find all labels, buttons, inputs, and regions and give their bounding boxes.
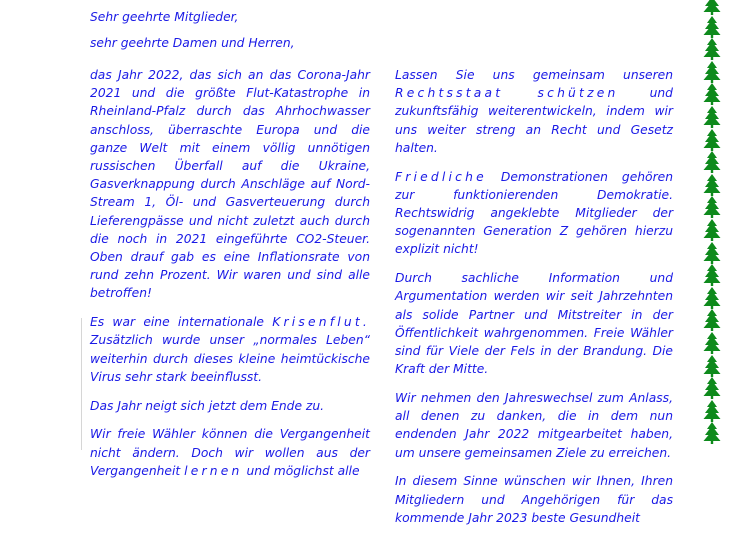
left-p4-start: Wir freie Wähler können die Vergangenheit nicht ändern. Doch wir wollen aus der Vergangenheit <box>90 427 370 478</box>
right-p1-start: Lassen Sie uns gemeinsam unseren <box>395 68 673 82</box>
right-p2-spaced: Friedliche <box>395 169 487 184</box>
right-paragraph-5: In diesem Sinne wünschen wir Ihnen, Ihren Mitgliedern und Angehörigen für das kommende Jahr 2023 beste Gesundheit <box>395 474 673 525</box>
right-paragraph-1 <box>395 66 673 157</box>
left-p4-rest: und möglichst alle <box>246 463 360 478</box>
margin-rule <box>81 318 82 450</box>
greeting-line-2: sehr geehrte Damen und Herren, <box>90 36 295 50</box>
right-paragraph-2 <box>395 168 673 259</box>
left-p4-spaced: lernen <box>184 463 243 478</box>
right-p1-spaced: Rechtsstaat schützen <box>395 86 619 101</box>
left-p2-rest: Zusätzlich wurde unser „normales Leben“ weiterhin durch dieses kleine heimtückische Virus sehr stark beeinflusst. <box>90 333 370 384</box>
left-p2-spaced: Krisenflut. <box>272 315 370 330</box>
greeting-line-1: Sehr geehrte Mitglieder, <box>90 10 239 24</box>
right-paragraph-4: Wir nehmen den Jahreswechsel zum Anlass, all denen zu danken, die in dem nun endenden Jahr 2022 mitgearbeitet haben, um unsere gemeinsamen Ziele zu erreichen. <box>395 391 673 460</box>
left-p2-start: Es war eine internationale <box>90 315 264 330</box>
left-paragraph-1: das Jahr 2022, das sich an das Corona-Jahr 2021 und die größte Flut-Katastrophe in Rheinland-Pfalz durch das Ahrhochwasser anschloss, überraschte Europa und die ganze Welt mit einem völlig unnötigen russischen Überfall auf die Ukraine, Gasverknappung durch Anschläge auf Nord-Stream 1, Öl- und Gasverteuerung durch Lieferengpässe und nicht zuletzt auch durch die noch in 2021 eingeführte CO2-Steuer. Oben drauf gab es eine Inflationsrate von rund zehn Prozent. Wir waren und sind alle betroffen! <box>90 68 370 301</box>
right-p2-rest: Demonstrationen gehören zur funktionierenden Demokratie. Rechtswidrig angeklebte Mitglieder der sogenannten Generation Z gehören hierzu explizit nicht! <box>395 169 673 257</box>
left-column <box>90 66 370 491</box>
left-paragraph-3: Das Jahr neigt sich jetzt dem Ende zu. <box>90 398 325 413</box>
left-paragraph-2 <box>90 313 370 386</box>
right-paragraph-3: Durch sachliche Information und Argumentation werden wir seit Jahrzehnten als solide Partner und Mitstreiter in der Öffentlichkeit wahrgenommen. Freie Wähler sind für Viele der Fels in der Brandung. Die Kraft der Mitte. <box>395 271 673 377</box>
right-column <box>395 66 673 538</box>
left-paragraph-4 <box>90 425 370 480</box>
right-p1-rest: und zukunftsfähig weiterentwickeln, indem wir uns weiter streng an Recht und Gesetz halten. <box>395 86 673 155</box>
christmas-tree-icon <box>703 421 721 448</box>
